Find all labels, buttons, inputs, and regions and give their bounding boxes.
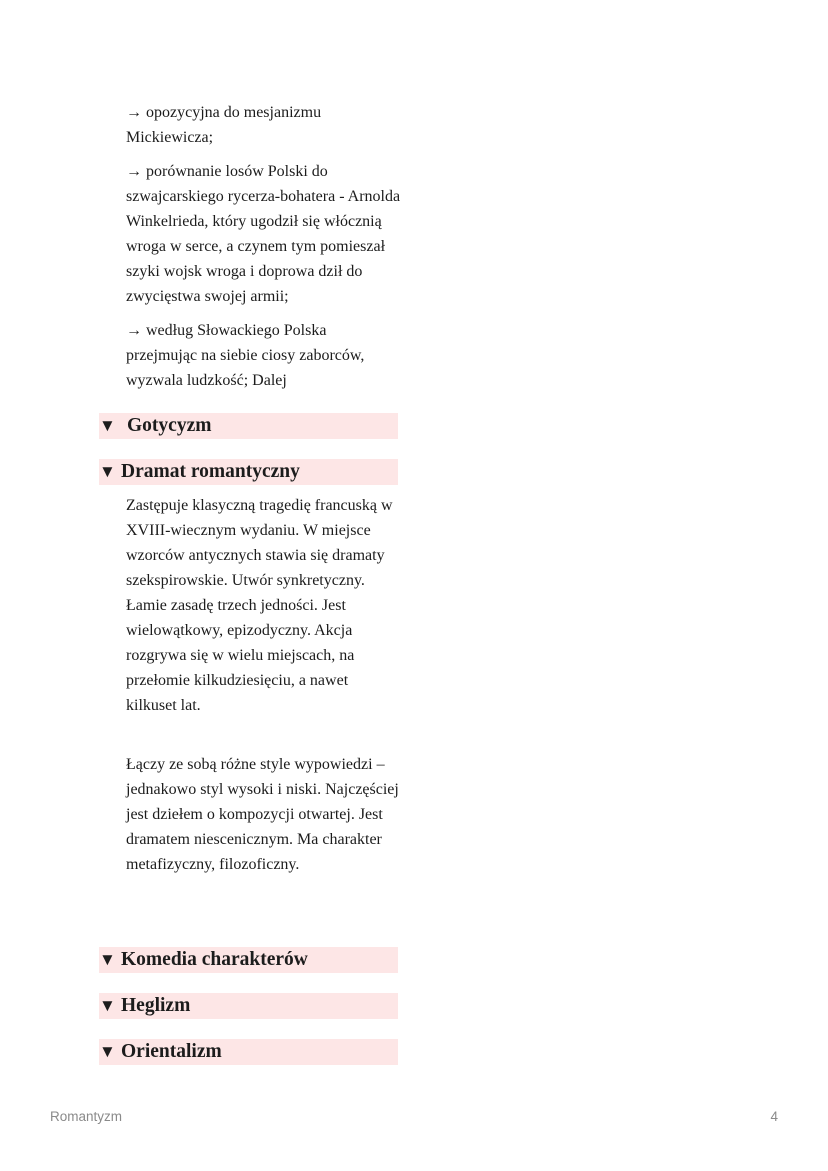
toggle-label: Komedia charakterów — [121, 949, 308, 970]
footer-title: Romantyzm — [50, 1109, 123, 1124]
paragraph-dramat-2: Łączy ze sobą różne style wypowiedzi – jednakowo styl wysoki i niski. Najczęściej jest dziełem o kompozycji otwartej. Jest dramatem niescenicznym. Ma charakter metafizyczny, filozoficzny. — [126, 756, 399, 873]
toggle-triangle-icon: ▼ — [99, 996, 116, 1015]
toggle-label: Dramat romantyczny — [121, 461, 300, 482]
paragraph-mesjanizm: → opozycyjna do mesjanizmu Mickiewicza; — [126, 104, 322, 146]
paragraph-slowacki: → według Słowackiego Polska przejmując na siebie ciosy zaborców, wyzwala ludzkość; Dalej — [126, 322, 365, 389]
toggle-orientalizm[interactable] — [99, 1039, 398, 1065]
toggle-triangle-icon: ▼ — [99, 416, 116, 435]
toggle-dramat-romantyczny[interactable] — [99, 459, 398, 485]
paragraph-winkelried: → porównanie losów Polski do szwajcarskiego rycerza-bohatera - Arnolda Winkelrieda, który ugodził się włócznią wroga w serce, a czynem tym pomieszał szyki wojsk wroga i doprowa dził do zwycięstwa swojej armii; — [126, 163, 401, 305]
toggle-label: Orientalizm — [121, 1041, 222, 1062]
toggle-triangle-icon: ▼ — [99, 1042, 116, 1061]
toggle-triangle-icon: ▼ — [99, 462, 116, 481]
toggle-gotycyzm[interactable] — [99, 413, 398, 439]
toggle-triangle-icon: ▼ — [99, 950, 116, 969]
toggle-label: Heglizm — [121, 995, 191, 1016]
paragraph-dramat-1: Zastępuje klasyczną tragedię francuską w XVIII-wiecznym wydaniu. W miejsce wzorców antycznych stawia się dramaty szekspirowskie. Utwór synkretyczny. Łamie zasadę trzech jedności. Jest wielowątkowy, epizodyczny. Akcja rozgrywa się w wielu miejscach, na przełomie kilkudziesięciu, a nawet kilkuset lat. — [126, 497, 393, 714]
toggle-heglizm[interactable] — [99, 993, 398, 1019]
toggle-label: Gotycyzm — [127, 415, 212, 436]
footer-page-number: 4 — [770, 1109, 778, 1124]
toggle-komedia-charakterow[interactable] — [99, 947, 398, 973]
